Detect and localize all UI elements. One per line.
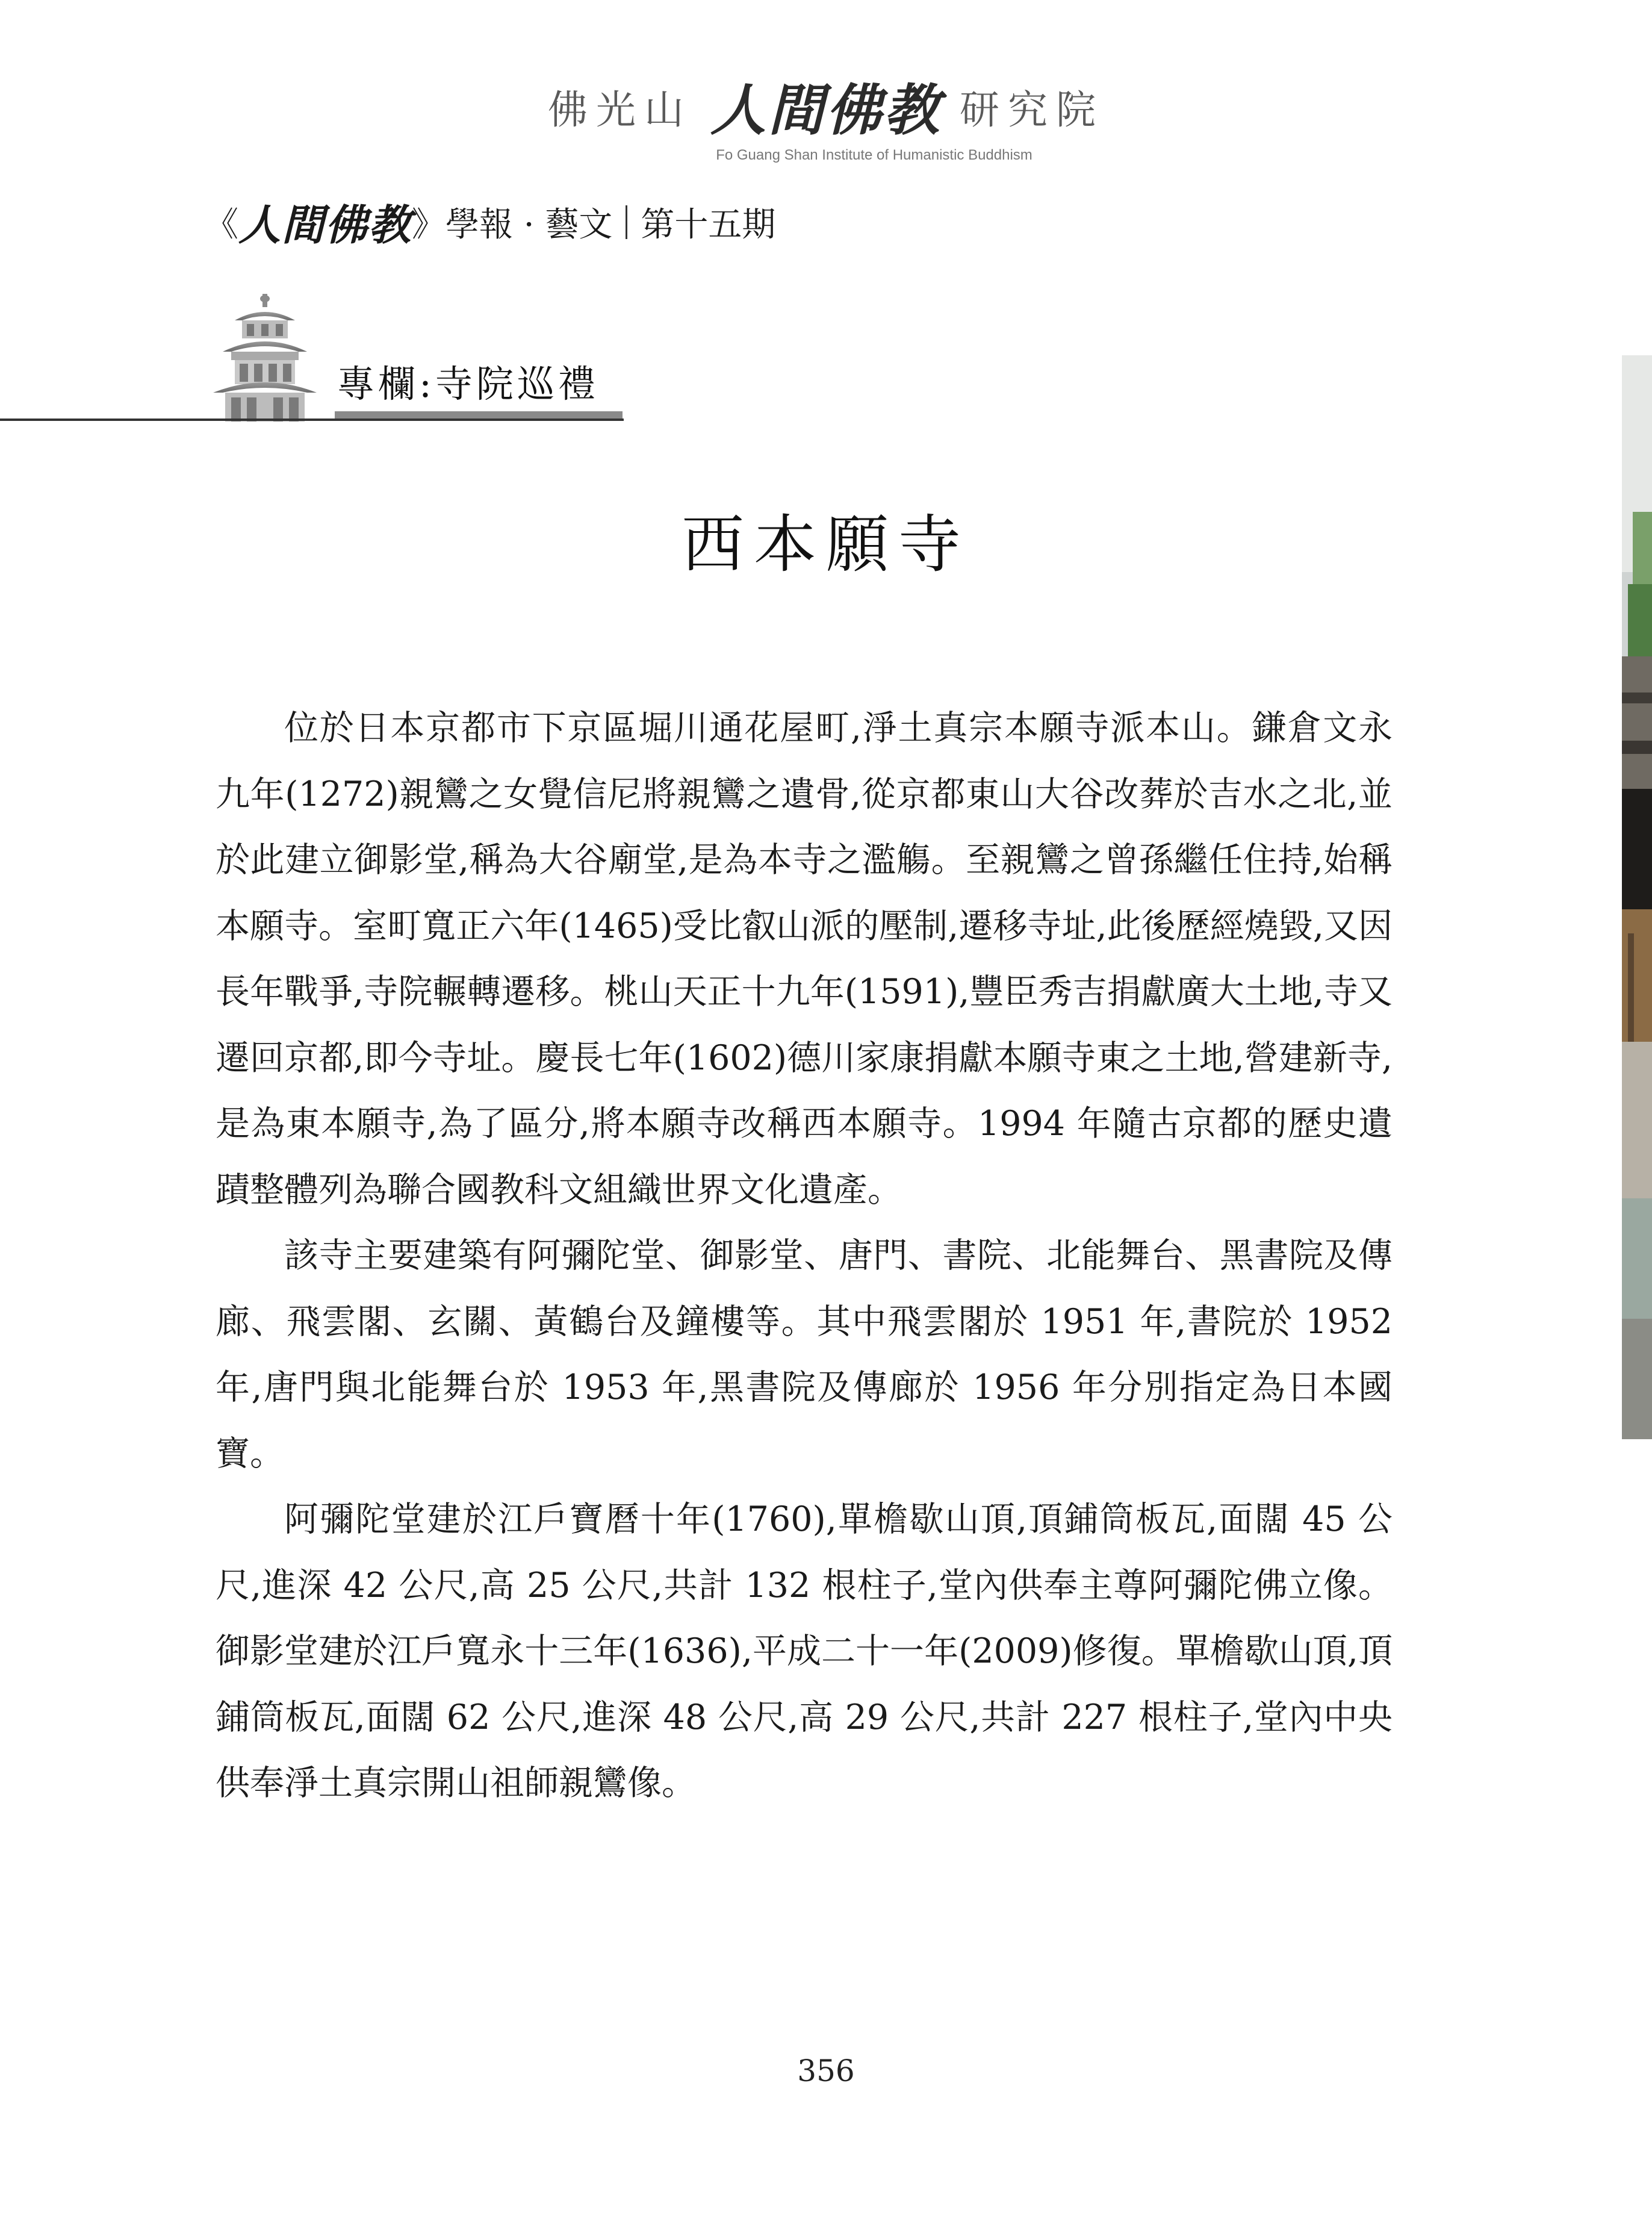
institute-brand-logotype: 人間佛教 — [710, 78, 942, 143]
issue-number: 第十五期 — [641, 205, 776, 244]
header-rule — [0, 419, 624, 421]
body-paragraph: 阿彌陀堂建於江戶寶曆十年(1760),單檐歇山頂,頂鋪筒板瓦,面闊 45 公尺,進深 42 公尺,高 25 公尺,共計 132 根柱子,堂內供奉主尊阿彌陀佛立像。御影堂建於江戶寬永十三年(1636),平成二十一年(2009)修復。單檐歇山頂,頂鋪筒板瓦,面闊 62 公尺,進深 48 公尺,高 29 公尺,共計 227 根柱子,堂內中央供奉淨土真宗開山祖師親鸞像。 — [216, 1499, 1393, 1803]
open-bracket: 《 — [205, 205, 238, 244]
journal-title: 學報 · 藝文 — [446, 205, 613, 244]
header-divider — [626, 205, 627, 239]
institute-name — [548, 66, 1104, 146]
institute-header — [0, 66, 1652, 164]
article-body — [216, 696, 1393, 1817]
pagoda-icon — [211, 294, 319, 422]
body-paragraph: 該寺主要建築有阿彌陀堂、御影堂、唐門、書院、北能舞台、黑書院及傳廊、飛雲閣、玄關、黃鶴台及鐘樓等。其中飛雲閣於 1951 年,書院於 1952 年,唐門與北能舞台於 1953 年,黑書院及傳廊於 1956 年分別指定為日本國寶。 — [216, 1236, 1393, 1474]
page-number: 356 — [797, 2053, 855, 2088]
column-title: 專欄:寺院巡禮 — [337, 362, 599, 406]
article-title: 西本願寺 — [681, 508, 970, 581]
institute-name-prefix: 佛光山 — [547, 86, 692, 133]
column-title-underline — [335, 411, 623, 419]
institute-name-suffix: 研究院 — [960, 86, 1104, 133]
journal-brand: 人間佛教 — [238, 200, 412, 250]
institute-name-english: Fo Guang Shan Institute of Humanistic Buddhism — [716, 147, 1032, 163]
close-bracket: 》 — [412, 205, 446, 244]
journal-running-head — [205, 191, 775, 252]
body-paragraph: 位於日本京都市下京區堀川通花屋町,淨土真宗本願寺派本山。鎌倉文永九年(1272)親鸞之女覺信尼將親鸞之遺骨,從京都東山大谷改葬於吉水之北,並於此建立御影堂,稱為大谷廟堂,是為本寺之濫觴。至親鸞之曾孫繼任住持,始稱本願寺。室町寬正六年(1465)受比叡山派的壓制,遷移寺址,此後歷經燒毀,又因長年戰爭,寺院輾轉遷移。桃山天正十九年(1591),豐臣秀吉捐獻廣大土地,寺又遷回京都,即今寺址。慶長七年(1602)德川家康捐獻本願寺東之土地,營建新寺,是為東本願寺,為了區分,將本願寺改稱西本願寺。1994 年隨古京都的歷史遺蹟整體列為聯合國教科文組織世界文化遺產。 — [216, 708, 1393, 1210]
